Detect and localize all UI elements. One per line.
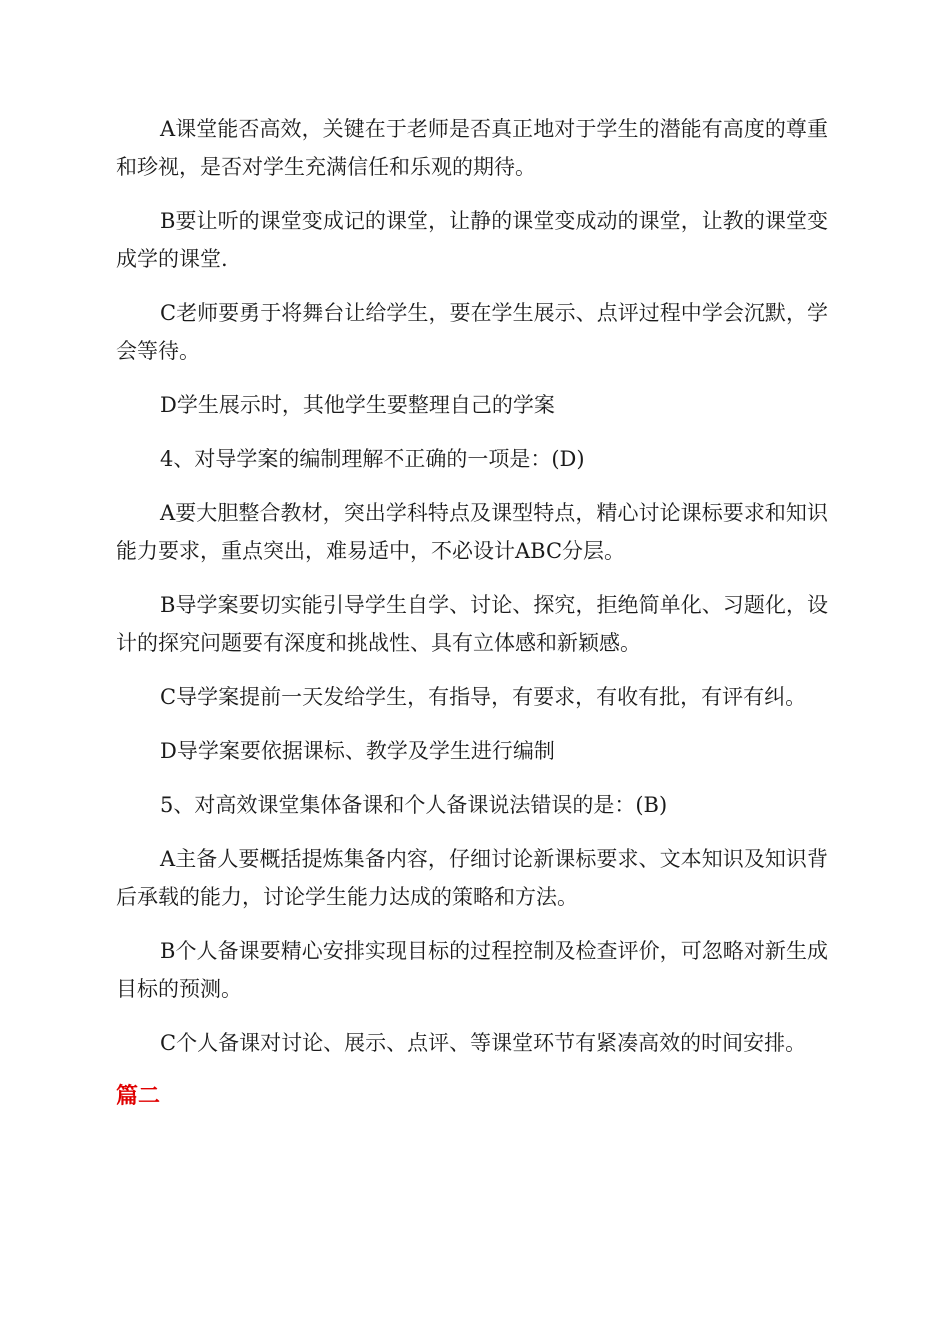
option-paragraph: A要大胆整合教材，突出学科特点及课型特点，精心讨论课标要求和知识能力要求，重点突出，难易适中，不必设计ABC分层。 (116, 501, 828, 563)
question-paragraph: 4、对导学案的编制理解不正确的一项是：(D) (160, 447, 585, 471)
section-heading: 篇二 (116, 1084, 161, 1109)
option-paragraph: B要让听的课堂变成记的课堂，让静的课堂变成动的课堂，让教的课堂变成学的课堂. (116, 209, 828, 271)
question-paragraph: 5、对高效课堂集体备课和个人备课说法错误的是：(B) (160, 793, 668, 817)
option-paragraph: B个人备课要精心安排实现目标的过程控制及检查评价，可忽略对新生成目标的预测。 (116, 939, 828, 1001)
option-paragraph: C个人备课对讨论、展示、点评、等课堂环节有紧凑高效的时间安排。 (160, 1031, 807, 1055)
option-paragraph: D学生展示时，其他学生要整理自己的学案 (160, 393, 555, 417)
option-paragraph: C导学案提前一天发给学生，有指导，有要求，有收有批，有评有纠。 (160, 685, 807, 709)
option-paragraph: B导学案要切实能引导学生自学、讨论、探究，拒绝简单化、习题化，设计的探究问题要有深度和挑战性、具有立体感和新颖感。 (116, 593, 828, 655)
option-paragraph: D导学案要依据课标、教学及学生进行编制 (160, 739, 555, 763)
document-body (116, 110, 828, 1116)
option-paragraph: A课堂能否高效，关键在于老师是否真正地对于学生的潜能有高度的尊重和珍视，是否对学生充满信任和乐观的期待。 (116, 117, 828, 179)
option-paragraph: C老师要勇于将舞台让给学生，要在学生展示、点评过程中学会沉默，学会等待。 (116, 301, 828, 363)
option-paragraph: A主备人要概括提炼集备内容，仔细讨论新课标要求、文本知识及知识背后承载的能力，讨论学生能力达成的策略和方法。 (116, 847, 828, 909)
